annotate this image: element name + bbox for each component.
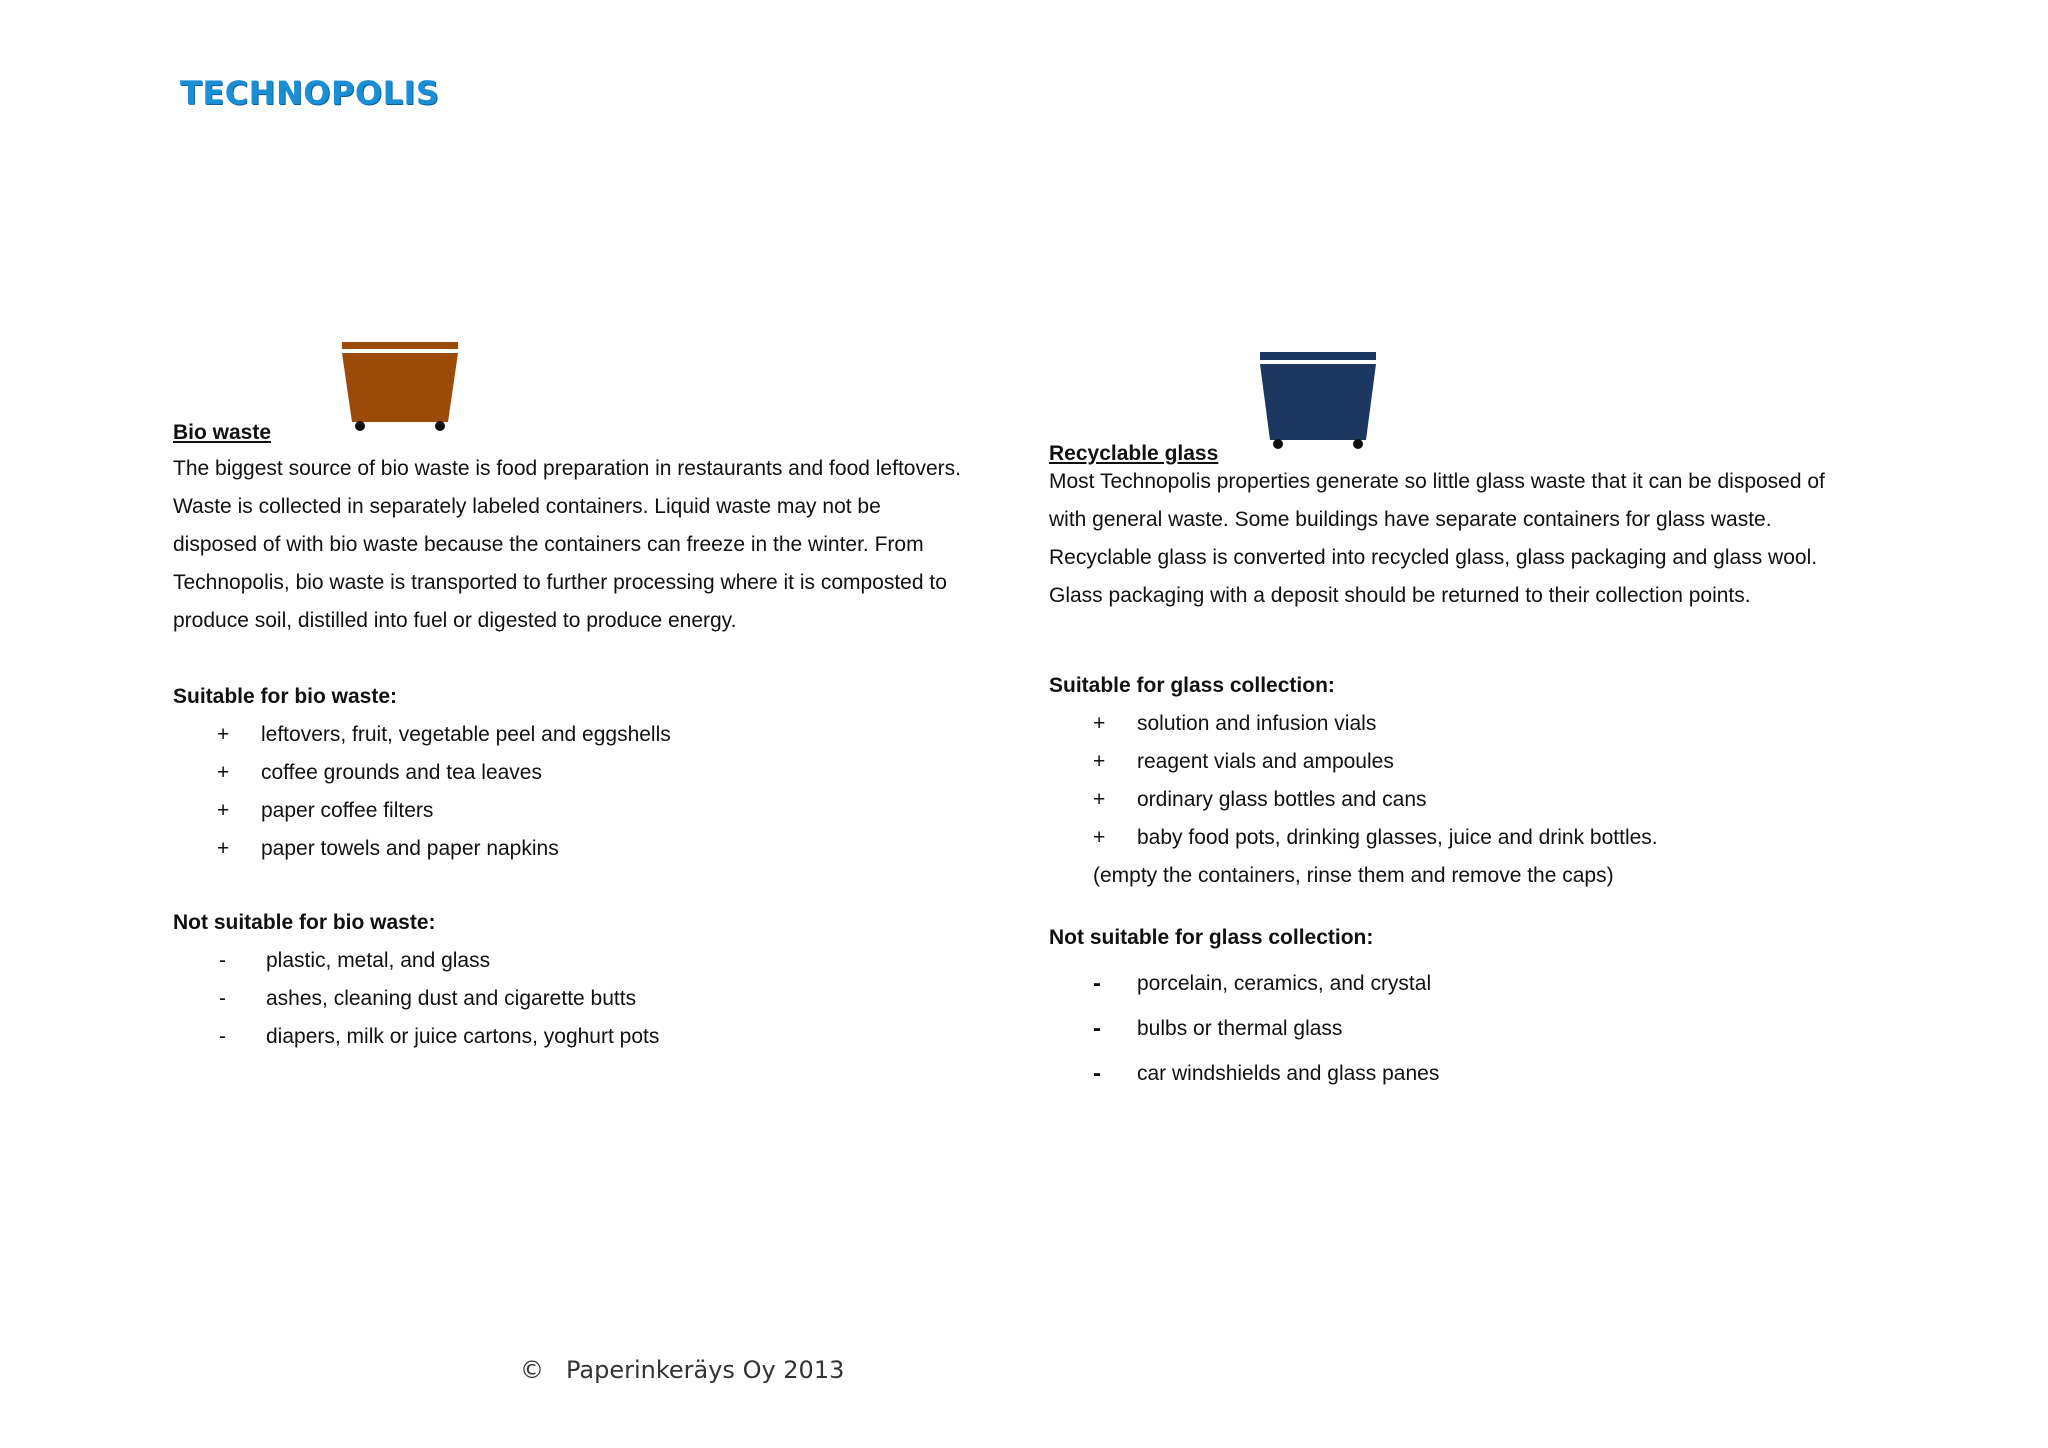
list-item: + ordinary glass bottles and cans <box>1049 781 1929 819</box>
glass-suitable-list <box>1049 705 1929 857</box>
paragraph-line: Waste is collected in separately labeled containers. Liquid waste may not be <box>173 495 881 518</box>
paragraph-line: disposed of with bio waste because the containers can freeze in the winter. From <box>173 533 924 556</box>
copyright-icon: © <box>520 1356 544 1384</box>
list-item: - diapers, milk or juice cartons, yoghurt pots <box>173 1018 1013 1056</box>
recyclable-glass-section <box>1049 441 1929 1096</box>
plus-marker: + <box>1093 826 1106 849</box>
dash-marker: - <box>1093 970 1101 997</box>
dash-marker: - <box>219 1025 226 1048</box>
bio-suitable-heading: Suitable for bio waste: <box>173 685 398 708</box>
dash-marker: - <box>219 949 226 972</box>
plus-marker: + <box>217 837 230 860</box>
list-item: + paper coffee filters <box>173 792 1013 830</box>
paragraph-line: Technopolis, bio waste is transported to further processing where it is composted to <box>173 571 947 594</box>
recyclable-glass-description <box>1049 463 1929 615</box>
glass-suitable-heading: Suitable for glass collection: <box>1049 674 1335 697</box>
list-item: - car windshields and glass panes <box>1049 1051 1929 1096</box>
dash-marker: - <box>1093 1015 1101 1042</box>
copyright-text: Paperinkeräys Oy 2013 <box>566 1356 845 1384</box>
paragraph-line: The biggest source of bio waste is food preparation in restaurants and food leftovers. <box>173 457 961 480</box>
list-item: + paper towels and paper napkins <box>173 830 1013 868</box>
list-item: - porcelain, ceramics, and crystal <box>1049 961 1929 1006</box>
bio-not-suitable-list <box>173 942 1013 1056</box>
technopolis-logo: TECHNOPOLIS <box>180 74 440 112</box>
list-item: - plastic, metal, and glass <box>173 942 1013 980</box>
glass-bin-icon <box>1256 350 1380 450</box>
list-item: - ashes, cleaning dust and cigarette butts <box>173 980 1013 1018</box>
list-item: + leftovers, fruit, vegetable peel and eggshells <box>173 716 1013 754</box>
bio-waste-section <box>173 420 1013 1056</box>
paragraph-line: Recyclable glass is converted into recycled glass, glass packaging and glass wool. <box>1049 546 1818 569</box>
plus-marker: + <box>217 761 230 784</box>
list-item: + baby food pots, drinking glasses, juice and drink bottles. <box>1049 819 1929 857</box>
paragraph-line: Most Technopolis properties generate so little glass waste that it can be disposed of <box>1049 470 1825 493</box>
plus-marker: + <box>217 799 230 822</box>
copyright-footer <box>520 1356 844 1384</box>
dash-marker: - <box>219 987 226 1010</box>
dash-marker: - <box>1093 1060 1101 1087</box>
plus-marker: + <box>217 723 230 746</box>
bio-suitable-list <box>173 716 1013 868</box>
list-item: + solution and infusion vials <box>1049 705 1929 743</box>
glass-not-suitable-list <box>1049 961 1929 1096</box>
bio-waste-description <box>173 450 1013 640</box>
recyclable-glass-heading: Recyclable glass <box>1049 442 1219 465</box>
glass-not-suitable-heading: Not suitable for glass collection: <box>1049 926 1374 949</box>
plus-marker: + <box>1093 750 1106 773</box>
paragraph-line: Glass packaging with a deposit should be returned to their collection points. <box>1049 584 1751 607</box>
list-item: + coffee grounds and tea leaves <box>173 754 1013 792</box>
list-item: + reagent vials and ampoules <box>1049 743 1929 781</box>
paragraph-line: with general waste. Some buildings have separate containers for glass waste. <box>1049 508 1772 531</box>
glass-note: (empty the containers, rinse them and remove the caps) <box>1093 864 1614 887</box>
plus-marker: + <box>1093 788 1106 811</box>
list-item: - bulbs or thermal glass <box>1049 1006 1929 1051</box>
bio-waste-heading: Bio waste <box>173 421 272 444</box>
plus-marker: + <box>1093 712 1106 735</box>
paragraph-line: produce soil, distilled into fuel or digested to produce energy. <box>173 609 737 632</box>
bio-not-suitable-heading: Not suitable for bio waste: <box>173 911 436 934</box>
